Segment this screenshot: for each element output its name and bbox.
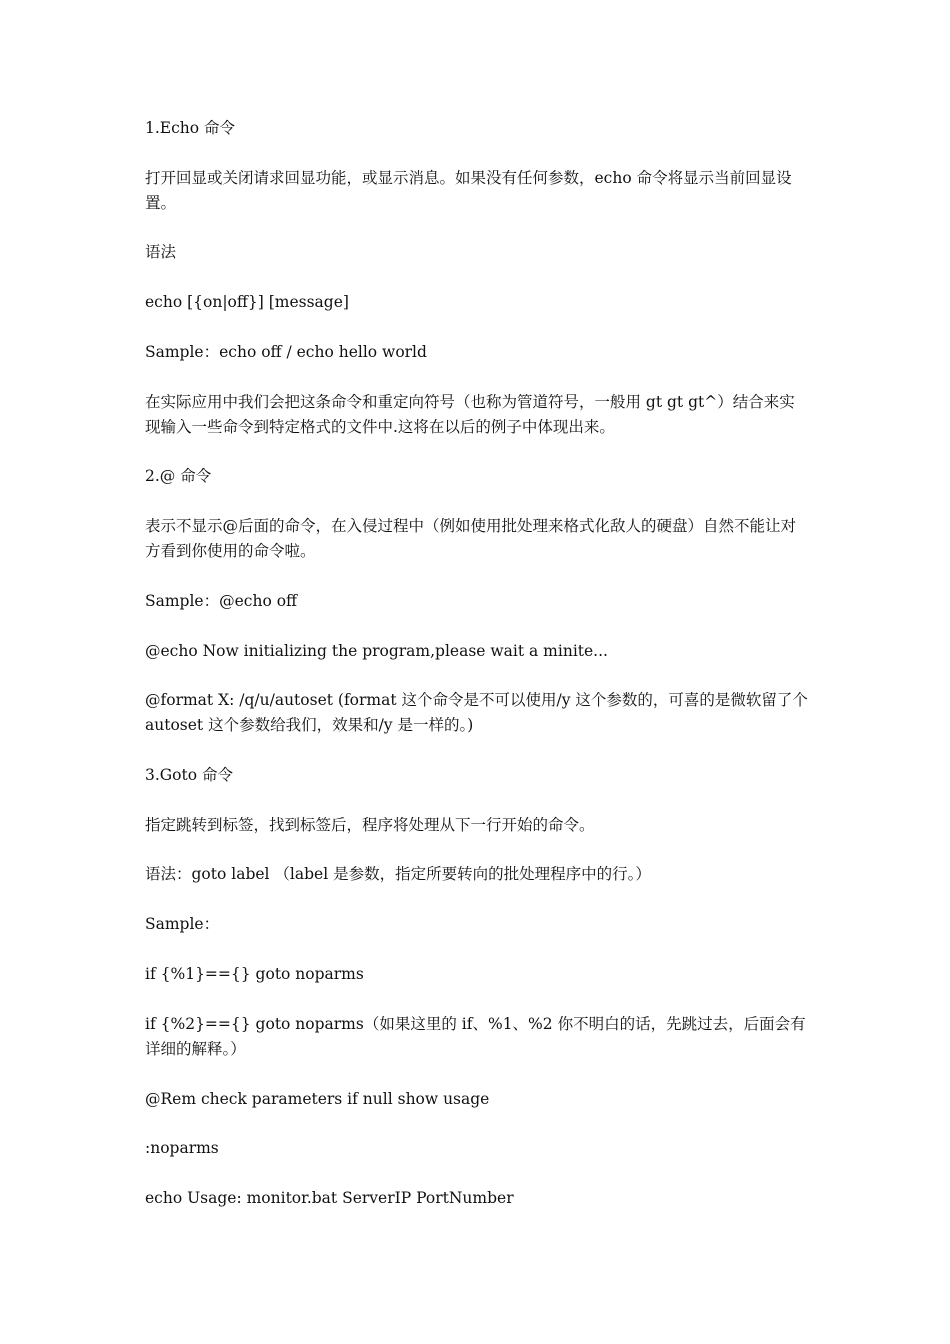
- goto-line-1: if {%1}=={} goto noparms: [145, 965, 364, 983]
- syntax-label: 语法: [145, 243, 177, 261]
- goto-line-2: if {%2}=={} goto noparms（如果这里的 if、%1、%2 你不明白的话，先跳过去，后面会有详细的解释。）: [145, 1015, 806, 1058]
- heading-echo: 1.Echo 命令: [145, 119, 236, 137]
- goto-syntax: 语法：goto label （label 是参数，指定所要转向的批处理程序中的行。）: [145, 865, 651, 883]
- echo-sample: Sample：echo off / echo hello world: [145, 343, 427, 361]
- goto-description: 指定跳转到标签，找到标签后，程序将处理从下一行开始的命令。: [145, 816, 595, 834]
- at-description: 表示不显示@后面的命令，在入侵过程中（例如使用批处理来格式化敌人的硬盘）自然不能让对方看到你使用的命令啦。: [145, 517, 797, 560]
- goto-line-5: echo Usage: monitor.bat ServerIP PortNumber: [145, 1189, 514, 1207]
- heading-goto: 3.Goto 命令: [145, 766, 233, 784]
- at-sample: Sample：@echo off: [145, 592, 298, 610]
- goto-line-3: @Rem check parameters if null show usage: [145, 1090, 490, 1108]
- heading-at: 2.@ 命令: [145, 467, 212, 485]
- goto-line-4: :noparms: [145, 1139, 219, 1157]
- goto-sample: Sample：: [145, 915, 220, 933]
- echo-syntax: echo [{on|off}] [message]: [145, 293, 349, 311]
- echo-note: 在实际应用中我们会把这条命令和重定向符号（也称为管道符号，一般用 gt gt gt^）结合来实现输入一些命令到特定格式的文件中.这将在以后的例子中体现出来。: [145, 393, 795, 436]
- at-line-3: @format X: /q/u/autoset (format 这个命令是不可以使用/y 这个参数的，可喜的是微软留了个 autoset 这个参数给我们，效果和/y 是一样的。): [145, 691, 808, 734]
- at-line-2: @echo Now initializing the program,please wait a minite...: [145, 642, 608, 660]
- echo-description: 打开回显或关闭请求回显功能，或显示消息。如果没有任何参数，echo 命令将显示当前回显设置。: [145, 169, 792, 212]
